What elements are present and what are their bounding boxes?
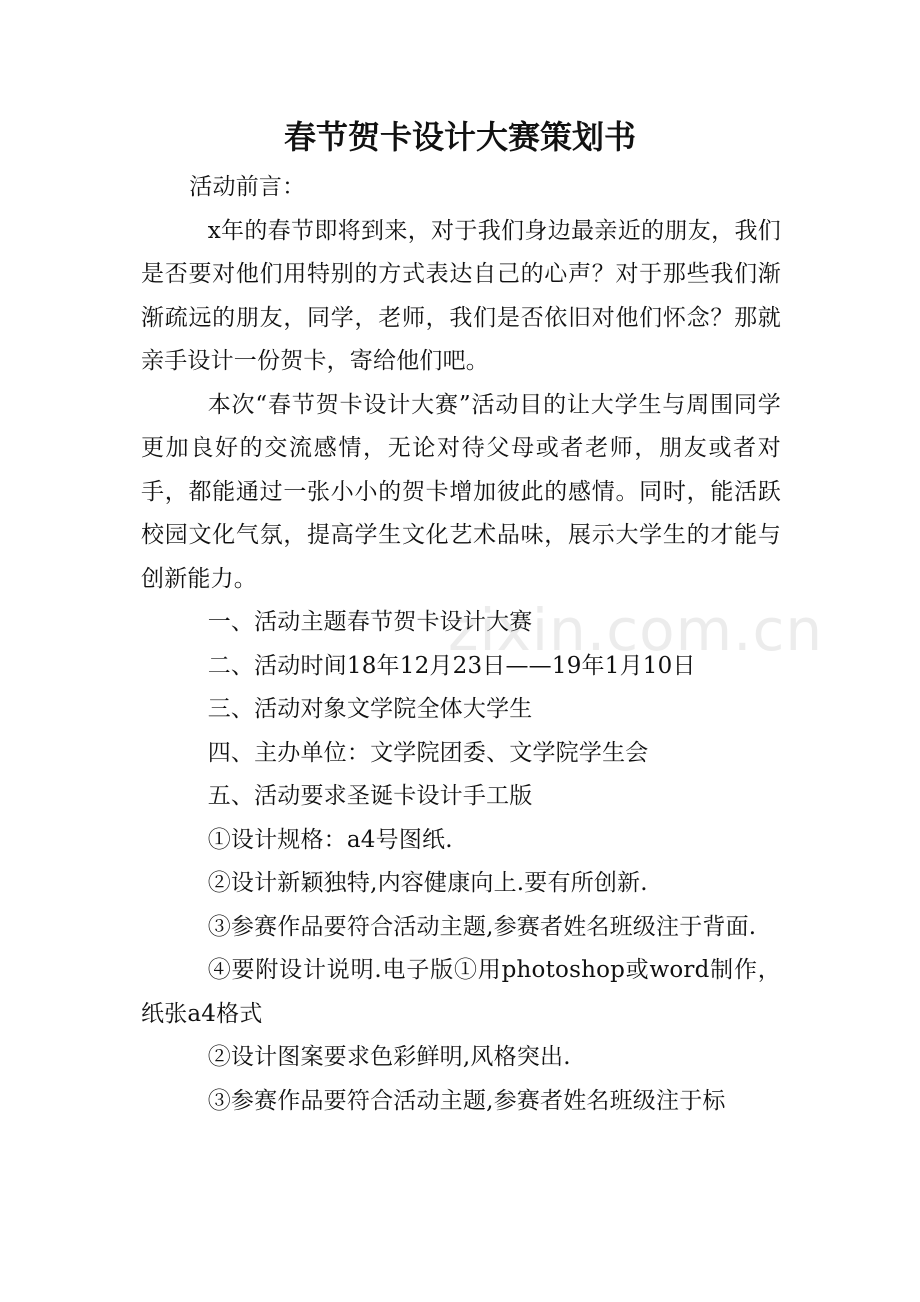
document-body <box>141 166 781 1123</box>
list-item-time: 二、活动时间18年12月23日——19年1月10日 <box>207 652 696 679</box>
list-item-organizer: 四、主办单位：文学院团委、文学院学生会 <box>207 739 649 766</box>
list-item-requirements: 五、活动要求圣诞卡设计手工版 <box>207 783 533 809</box>
requirement-item-3: ③参赛作品要符合活动主题,参赛者姓名班级注于背面. <box>207 913 757 940</box>
section-heading-preface: 活动前言： <box>189 174 306 200</box>
list-item-audience: 三、活动对象文学院全体大学生 <box>207 696 533 722</box>
list-item-theme: 一、活动主题春节贺卡设计大赛 <box>207 609 533 635</box>
requirement-item-4: ④要附设计说明.电子版①用photoshop或word制作，纸张a4格式 <box>141 957 781 1027</box>
electronic-requirement-2: ②设计图案要求色彩鲜明,风格突出. <box>207 1044 571 1070</box>
body-paragraph-intro: x年的春节即将到来，对于我们身边最亲近的朋友，我们是否要对他们用特别的方式表达自己的心声？对于那些我们渐渐疏远的朋友，同学，老师，我们是否依旧对他们怀念？那就亲手设计一份贺卡，寄给他们吧。 <box>141 217 781 374</box>
requirement-item-2: ②设计新颖独特,内容健康向上.要有所创新. <box>207 870 648 896</box>
watermark: zixin.com.cn <box>448 596 824 664</box>
electronic-requirement-3: ③参赛作品要符合活动主题,参赛者姓名班级注于标 <box>207 1087 726 1114</box>
document-title: 春节贺卡设计大赛策划书 <box>283 118 636 156</box>
requirement-item-1: ①设计规格：a4号图纸. <box>207 826 453 853</box>
body-paragraph-purpose: 本次“春节贺卡设计大赛”活动目的让大学生与周围同学更加良好的交流感情，无论对待父母或者老师，朋友或者对手，都能通过一张小小的贺卡增加彼此的感情。同时，能活跃校园文化气氛，提高学生文化艺术品味，展示大学生的才能与创新能力。 <box>141 391 781 592</box>
